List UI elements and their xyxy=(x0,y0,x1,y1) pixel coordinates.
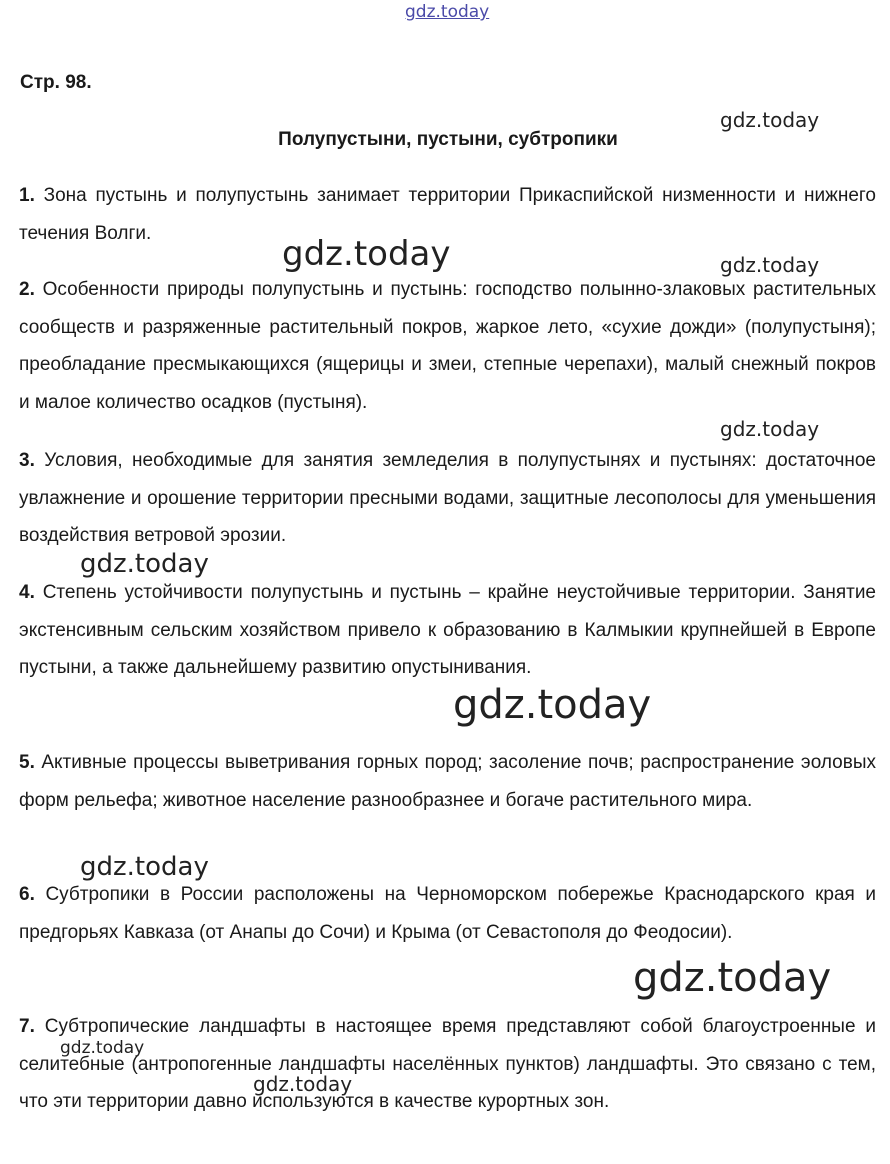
item-number: 2. xyxy=(19,279,35,300)
watermark: gdz.today xyxy=(453,682,652,728)
watermark: gdz.today xyxy=(80,852,209,882)
watermark: gdz.today xyxy=(633,955,832,1001)
item-text: Зона пустынь и полупустынь занимает территории Прикаспийской низменности и нижнего течения Волги. xyxy=(19,185,876,244)
answer-item-3 xyxy=(19,442,876,555)
answer-item-4 xyxy=(19,574,876,687)
page-number: Стр. 98. xyxy=(20,72,92,93)
watermark: gdz.today xyxy=(720,108,820,132)
watermark: gdz.today xyxy=(80,549,209,579)
watermark-top-link[interactable]: gdz.today xyxy=(405,2,490,22)
item-text: Условия, необходимые для занятия земледелия в полупустынях и пустынях: достаточное увлажнение и орошение территории пресными водами, защитные лесополосы для уменьшения воздействия ветровой эрозии. xyxy=(19,450,876,546)
item-text: Особенности природы полупустынь и пустынь: господство полынно-злаковых растительных сообществ и разряженные растительный покров, жаркое лето, «сухие дожди» (полупустыня); преобладание пресмыкающихся (ящерицы и змеи, степные черепахи), малый снежный покров и малое количество осадков (пустыня). xyxy=(19,279,876,413)
watermark: gdz.today xyxy=(720,253,820,277)
item-number: 7. xyxy=(19,1016,35,1037)
item-number: 6. xyxy=(19,884,35,905)
answer-item-7 xyxy=(19,1008,876,1121)
item-text: Субтропические ландшафты в настоящее время представляют собой благоустроенные и селитебные (антропогенные ландшафты населённых пунктов) ландшафты. Это связано с тем, что эти территории давно используются в качестве курортных зон. xyxy=(19,1016,877,1112)
watermark: gdz.today xyxy=(282,234,451,274)
watermark: gdz.today xyxy=(60,1038,145,1058)
item-number: 4. xyxy=(19,582,35,603)
item-number: 5. xyxy=(19,752,35,773)
item-text: Субтропики в России расположены на Черноморском побережье Краснодарского края и предгорьях Кавказа (от Анапы до Сочи) и Крыма (от Севастополя до Феодосии). xyxy=(19,884,877,943)
watermark: gdz.today xyxy=(720,417,820,441)
item-text: Активные процессы выветривания горных пород; засоление почв; распространение эоловых форм рельефа; животное население разнообразнее и богаче растительного мира. xyxy=(19,752,876,811)
answer-item-5 xyxy=(19,744,876,819)
item-text: Степень устойчивости полупустынь и пустынь – крайне неустойчивые территории. Занятие экстенсивным сельским хозяйством привело к образованию в Калмыкии крупнейшей в Европе пустыни, а также дальнейшему развитию опустынивания. xyxy=(19,582,877,678)
answer-item-1 xyxy=(19,177,876,252)
answer-item-2 xyxy=(19,271,876,421)
watermark: gdz.today xyxy=(253,1072,353,1096)
section-title: Полупустыни, пустыни, субтропики xyxy=(278,129,618,150)
item-number: 3. xyxy=(19,450,35,471)
answer-item-6 xyxy=(19,876,876,951)
item-number: 1. xyxy=(19,185,35,206)
